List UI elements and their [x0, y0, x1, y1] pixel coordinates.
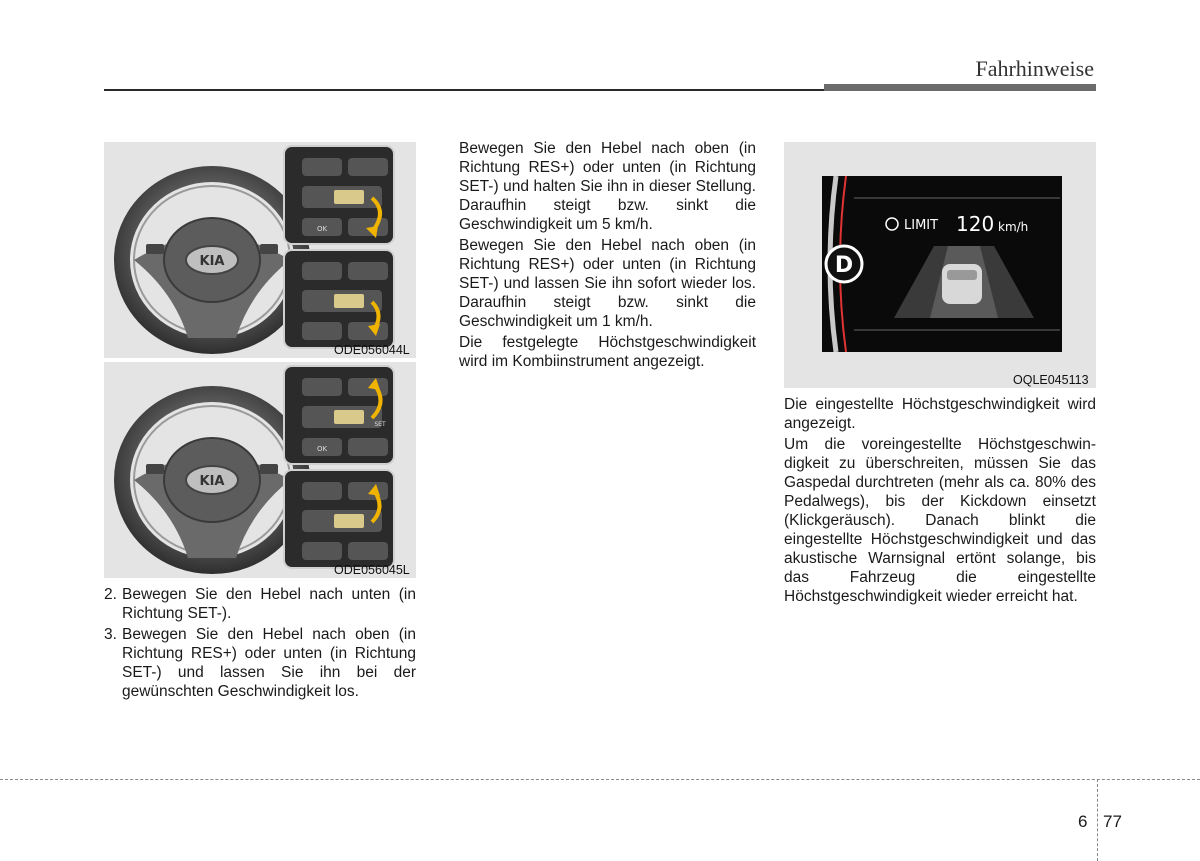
right-paragraph-1: Die eingestellte Höchstgeschwindigkeit wird angezeigt.	[784, 396, 1096, 432]
list-item	[104, 585, 416, 623]
gear-indicator: D	[834, 253, 854, 278]
page-number: 77	[1103, 812, 1122, 831]
instruction-list	[104, 585, 416, 703]
limit-label: LIMIT	[904, 218, 939, 233]
steering-wheel-illustration-1	[104, 142, 416, 358]
steering-wheel-illustration-2	[104, 362, 416, 578]
cluster-display-illustration	[784, 142, 1096, 388]
list-item-number: 2.	[104, 586, 117, 603]
list-item-text: Bewegen Sie den Hebel nach oben (in Richtung RES+) oder unten (in Richtung SET-) und lassen Sie ihn bei der gewünschten Geschwindigkeit los.	[122, 626, 416, 700]
page-header-title: Fahrhinweise	[975, 56, 1094, 81]
right-paragraph-2: Um die voreingestellte Höchstgeschwin-digkeit zu überschreiten, müssen Sie das Gaspedal durchtreten (mehr als ca. 80% des Pedalwegs), bis der Kickdown einsetzt (Klickgeräusch). Danach blinkt die eingestellte Höchstgeschwindigkeit und das akustische Warnsignal ertönt solange, bis das Fahrzeug die eingestellte Höchstgeschwindigkeit wieder erreicht hat.	[784, 436, 1096, 605]
middle-paragraph-2: Bewegen Sie den Hebel nach oben (in Richtung RES+) oder unten (in Richtung SET-) und lassen Sie ihn sofort wieder los. Daraufhin steigt bzw. sinkt die Geschwindigkeit um 1 km/h.	[459, 237, 756, 330]
middle-paragraph-3: Die festgelegte Höchstgeschwindigkeit wird im Kombiinstrument angezeigt.	[459, 334, 756, 370]
chapter-number: 6	[1078, 812, 1088, 831]
svg-text:SET: SET	[374, 421, 386, 428]
figure-steering-wheel-1	[104, 142, 416, 358]
svg-text:OK: OK	[316, 445, 328, 453]
limit-speed-unit: km/h	[998, 220, 1029, 234]
kia-logo: KIA	[199, 254, 225, 269]
kia-logo: KIA	[199, 474, 225, 489]
figure-steering-wheel-2	[104, 362, 416, 578]
footer-divider	[0, 779, 1200, 780]
figure-instrument-cluster	[784, 142, 1096, 388]
figure-caption-3: OQLE045113	[1013, 373, 1089, 387]
middle-paragraph-1: Bewegen Sie den Hebel nach oben (in Richtung RES+) oder unten (in Richtung SET-) und halten Sie ihn in dieser Stellung. Daraufhin steigt bzw. sinkt die Geschwindigkeit um 5 km/h.	[459, 140, 756, 233]
svg-text:OK: OK	[316, 225, 328, 233]
limit-speed-value: 120	[956, 212, 995, 236]
header-rule-accent	[824, 84, 1096, 91]
list-item	[104, 625, 416, 701]
figure-caption-2: ODE056045L	[334, 563, 410, 577]
list-item-text: Bewegen Sie den Hebel nach unten (in Richtung SET-).	[122, 586, 416, 622]
list-item-number: 3.	[104, 626, 117, 643]
footer-vertical-divider	[1097, 779, 1098, 861]
header-rule	[104, 89, 824, 91]
figure-caption-1: ODE056044L	[334, 343, 410, 357]
